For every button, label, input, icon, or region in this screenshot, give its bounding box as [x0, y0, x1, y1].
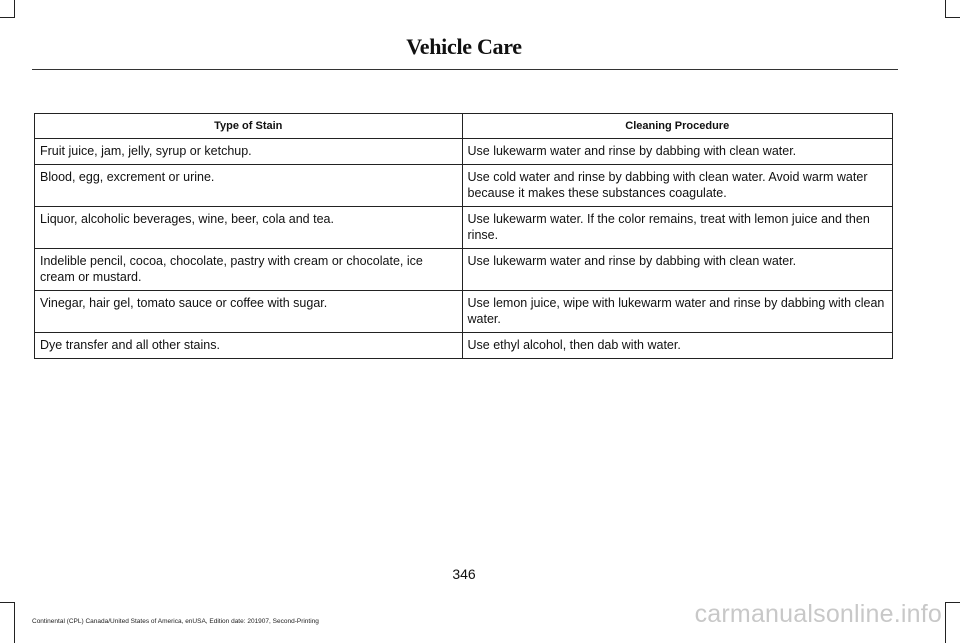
- table-row: [35, 165, 893, 207]
- table-row: [35, 249, 893, 291]
- column-header-cleaning-procedure: Cleaning Procedure: [462, 114, 893, 139]
- page-number: 346: [452, 566, 476, 582]
- cleaning-procedure-cell: Use lemon juice, wipe with lukewarm water and rinse by dabbing with clean water.: [462, 291, 893, 333]
- crop-mark: [14, 603, 15, 643]
- column-header-stain-type: Type of Stain: [35, 114, 463, 139]
- stain-type-cell: Liquor, alcoholic beverages, wine, beer, cola and tea.: [35, 207, 463, 249]
- stain-type-cell: Blood, egg, excrement or urine.: [35, 165, 463, 207]
- edition-footer: Continental (CPL) Canada/United States of America, enUSA, Edition date: 201907, Second-Printing: [32, 618, 319, 625]
- crop-mark: [945, 603, 946, 643]
- crop-mark: [0, 17, 15, 18]
- page-title: Vehicle Care: [406, 34, 522, 59]
- stain-type-cell: Fruit juice, jam, jelly, syrup or ketchup.: [35, 139, 463, 165]
- table-row: [35, 333, 893, 359]
- table-header-row: [35, 114, 893, 139]
- title-divider: [32, 69, 898, 70]
- stain-cleaning-table: [34, 113, 893, 359]
- crop-mark: [14, 0, 15, 17]
- cleaning-procedure-cell: Use lukewarm water and rinse by dabbing with clean water.: [462, 139, 893, 165]
- table-row: [35, 139, 893, 165]
- watermark: carmanualsonline.info: [694, 600, 942, 628]
- stain-type-cell: Dye transfer and all other stains.: [35, 333, 463, 359]
- table-row: [35, 291, 893, 333]
- cleaning-procedure-cell: Use lukewarm water. If the color remains, treat with lemon juice and then rinse.: [462, 207, 893, 249]
- stain-type-cell: Indelible pencil, cocoa, chocolate, pastry with cream or chocolate, ice cream or mustard.: [35, 249, 463, 291]
- cleaning-procedure-cell: Use ethyl alcohol, then dab with water.: [462, 333, 893, 359]
- crop-mark: [0, 602, 15, 603]
- crop-mark: [945, 0, 946, 17]
- crop-mark: [945, 602, 960, 603]
- table-row: [35, 207, 893, 249]
- cleaning-procedure-cell: Use cold water and rinse by dabbing with clean water. Avoid warm water because it makes these substances coagulate.: [462, 165, 893, 207]
- cleaning-procedure-cell: Use lukewarm water and rinse by dabbing with clean water.: [462, 249, 893, 291]
- stain-type-cell: Vinegar, hair gel, tomato sauce or coffee with sugar.: [35, 291, 463, 333]
- crop-mark: [945, 17, 960, 18]
